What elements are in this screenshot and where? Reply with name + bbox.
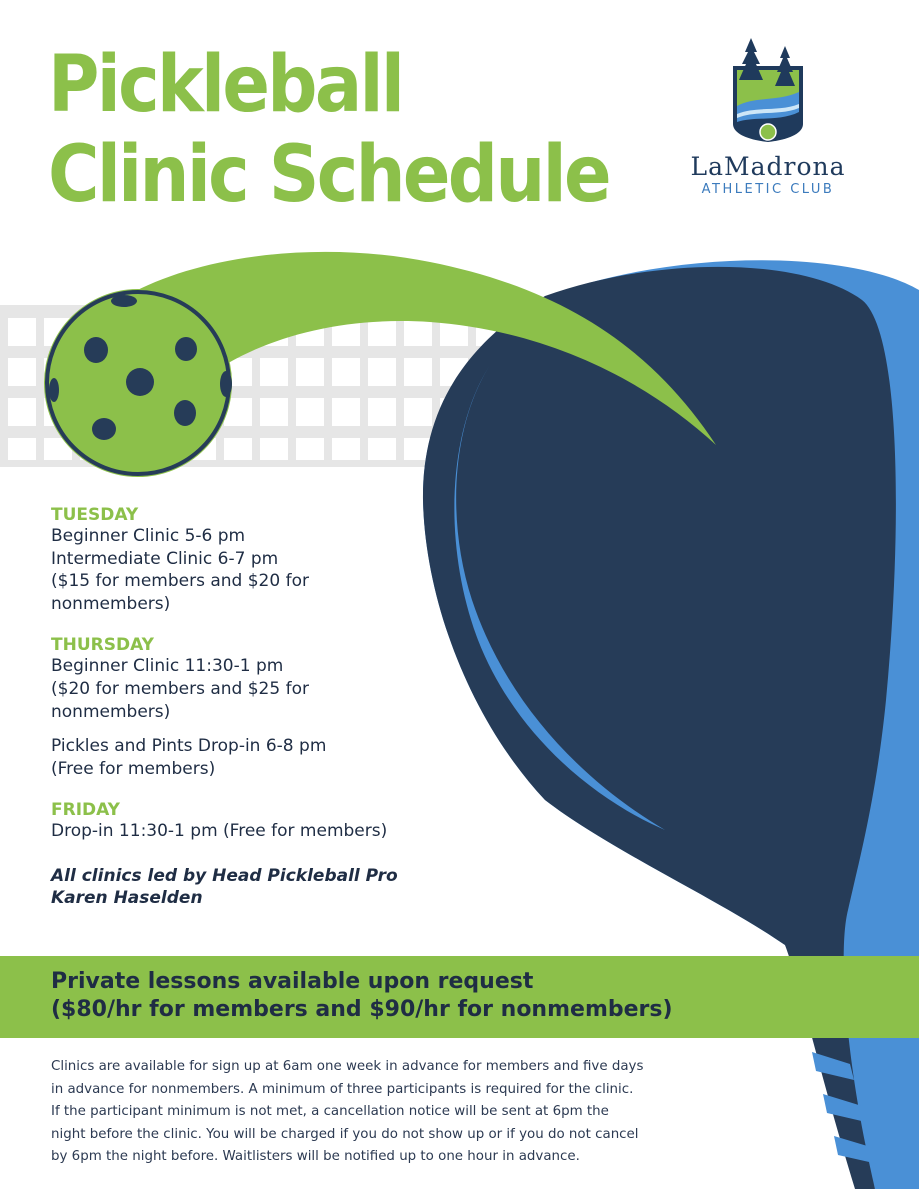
head-pro-line-2: Karen Haselden <box>51 887 203 908</box>
fine-print-line: night before the clinic. You will be charged if you do not show up or if you do not cancel <box>51 1126 639 1142</box>
fine-print-line: in advance for nonmembers. A minimum of three participants is required for the clinic. <box>51 1081 634 1097</box>
schedule-line: Drop-in 11:30-1 pm (Free for members) <box>51 821 388 842</box>
club-subtitle: ATHLETIC CLUB <box>701 182 835 197</box>
schedule-line: (Free for members) <box>51 758 216 779</box>
title-line-1: Pickleball <box>48 40 403 130</box>
schedule-line: Intermediate Clinic 6-7 pm <box>51 548 279 569</box>
fine-print-line: Clinics are available for sign up at 6am one week in advance for members and five days <box>51 1059 644 1074</box>
club-name: LaMadrona <box>690 152 846 181</box>
schedule-line: Beginner Clinic 11:30-1 pm <box>51 656 284 677</box>
schedule-line: nonmembers) <box>51 701 171 722</box>
fine-print-line: If the participant minimum is not met, a cancellation notice will be sent at 6pm the <box>51 1104 609 1120</box>
club-logo <box>668 36 868 197</box>
head-pro-line-1: All clinics led by Head Pickleball Pro <box>51 865 398 886</box>
private-lessons-line-2: ($80/hr for members and $90/hr for nonmembers) <box>51 997 673 1022</box>
friday-heading: FRIDAY <box>51 800 120 821</box>
title-line-2: Clinic Schedule <box>48 130 609 220</box>
fine-print <box>51 1056 643 1169</box>
private-lessons-line-1: Private lessons available upon request <box>51 969 534 994</box>
fine-print-line: by 6pm the night before. Waitlisters will be notified up to one hour in advance. <box>51 1149 580 1165</box>
spacer <box>51 723 441 735</box>
schedule-line: Beginner Clinic 5-6 pm <box>51 526 246 546</box>
clinic-schedule <box>51 505 441 909</box>
page-title <box>48 40 609 220</box>
schedule-line: ($20 for members and $25 for <box>51 678 309 699</box>
schedule-line: ($15 for members and $20 for <box>51 571 309 592</box>
private-lessons-text <box>51 968 673 1024</box>
tuesday-heading: TUESDAY <box>51 505 139 525</box>
thursday-heading: THURSDAY <box>51 635 154 656</box>
head-pro-note <box>51 865 441 909</box>
schedule-line: nonmembers) <box>51 593 171 614</box>
schedule-line: Pickles and Pints Drop-in 6-8 pm <box>51 736 327 757</box>
club-crest-icon <box>727 36 809 144</box>
